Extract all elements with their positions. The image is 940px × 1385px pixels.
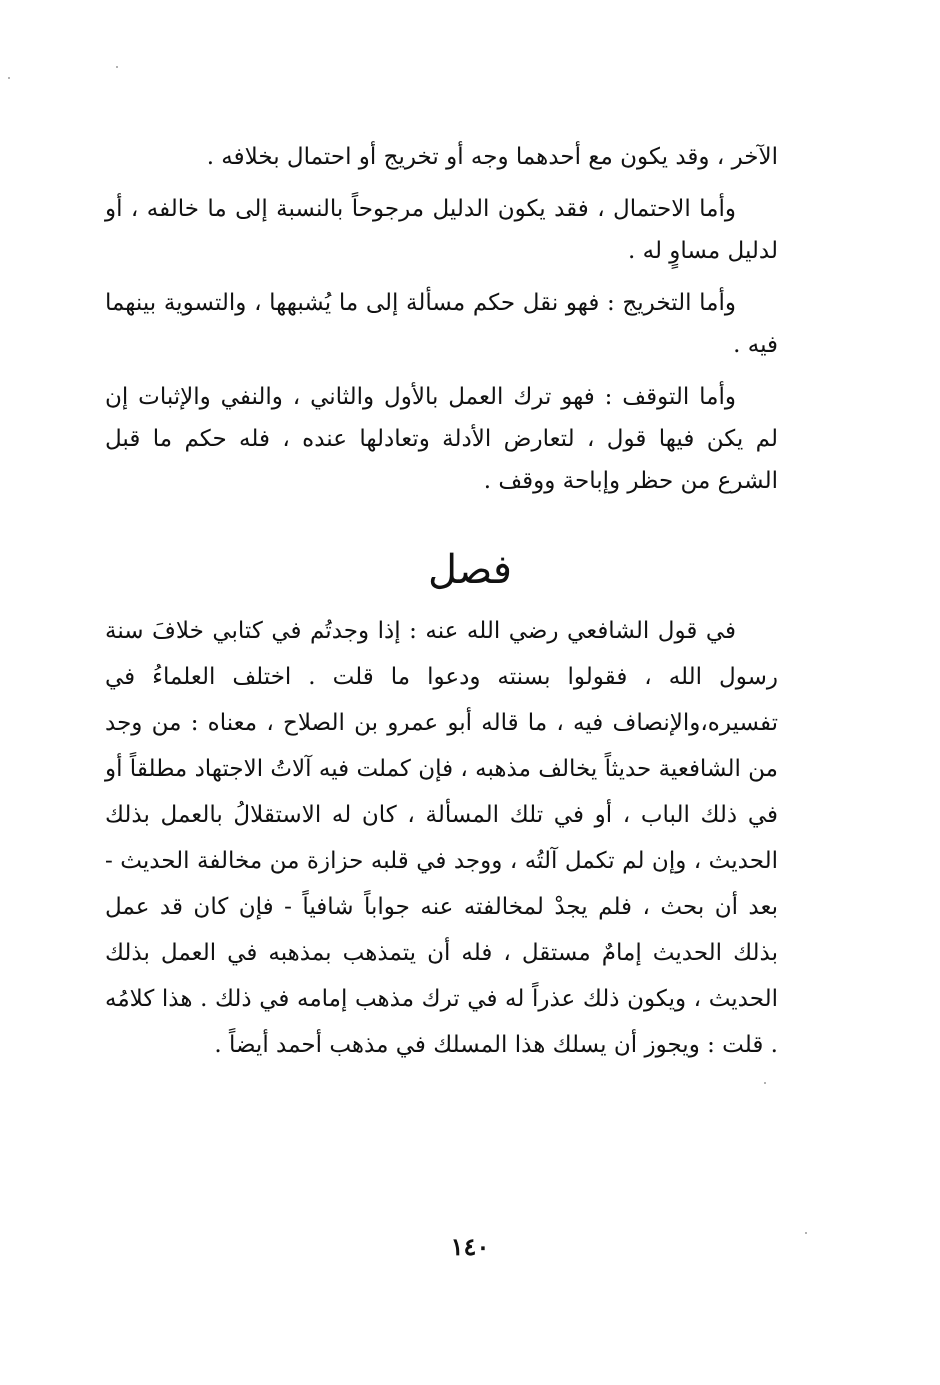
upper-text-block (105, 136, 778, 512)
paragraph: الآخر ، وقد يكون مع أحدهما وجه أو تخريج أو احتمال بخلافه . (206, 144, 778, 170)
scan-speck (764, 1082, 766, 1084)
scan-speck (8, 77, 10, 79)
paragraph: وأما الاحتمال ، فقد يكون الدليل مرجوحاً بالنسبة إلى ما خالفه ، أو لدليل مساوٍ له . (105, 196, 778, 264)
scan-speck (116, 66, 118, 68)
section-heading: فصل (427, 547, 513, 593)
lower-text-block (105, 608, 778, 1078)
paragraph: وأما التخريج : فهو نقل حكم مسألة إلى ما يُشبهها ، والتسوية بينهما فيه . (105, 290, 778, 358)
paragraph: في قول الشافعي رضي الله عنه : إذا وجدتُم في كتابي خلافَ سنة رسول الله ، فقولوا بسنته ودعوا ما قلت . اختلف العلماءُ في تفسيره،والإنصاف فيه ، ما قاله أبو عمرو بن الصلاح ، معناه : من وجد من الشافعية حديثاً يخالف مذهبه ، فإن كملت فيه آلاتُ الاجتهاد مطلقاً أو في ذلك الباب ، أو في تلك المسألة ، كان له الاستقلالُ بالعمل بذلك الحديث ، وإن لم تكمل آلتُه ، ووجد في قلبه حزازة من مخالفة الحديث - بعد أن بحث ، فلم يجدْ لمخالفته عنه جواباً شافياً - فإن كان قد عمل بذلك الحديث إمامٌ مستقل ، فله أن يتمذهب بمذهبه في العمل بذلك الحديث ، ويكون ذلك عذراً له في ترك مذهب إمامه في ذلك . هذا كلامُه . قلت : ويجوز أن يسلك هذا المسلك في مذهب أحمد أيضاً . (105, 618, 778, 1058)
paragraph: وأما التوقف : فهو ترك العمل بالأول والثاني ، والنفي والإثبات إن لم يكن فيها قول ، لتعارض الأدلة وتعادلها عنده ، فله حكم ما قبل الشرع من حظر وإباحة ووقف . (105, 384, 778, 494)
page-number: ١٤٠ (450, 1232, 490, 1261)
